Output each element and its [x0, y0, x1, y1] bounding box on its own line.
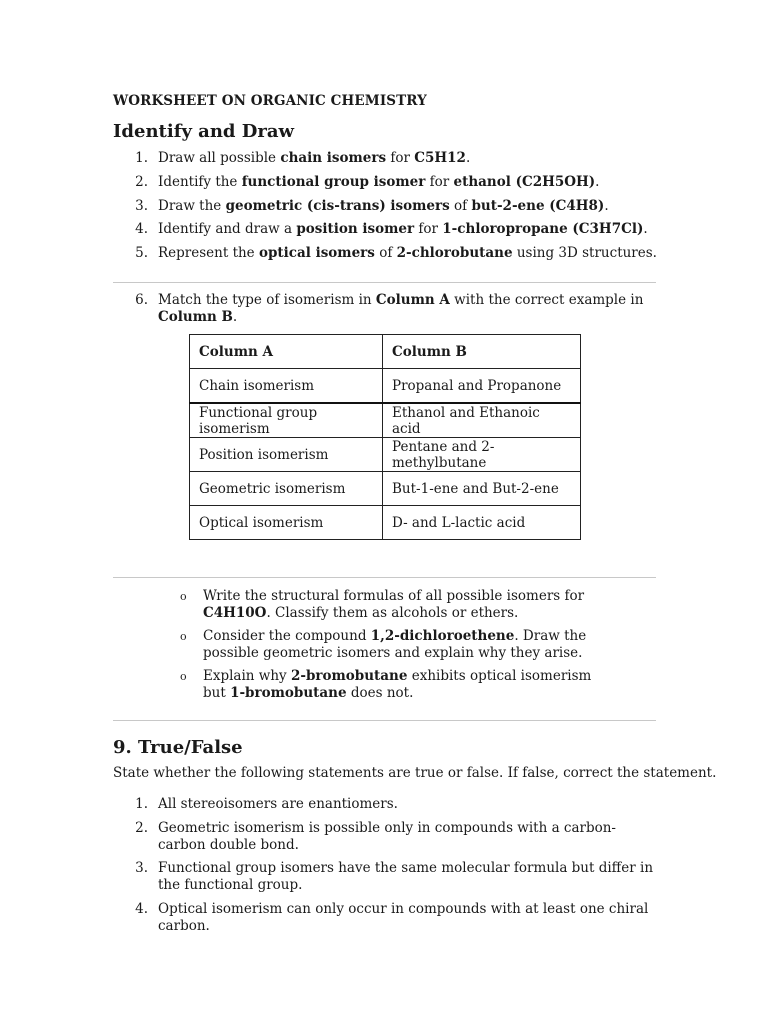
section-heading-identify-draw: Identify and Draw — [113, 121, 295, 142]
table-cell: Pentane and 2-methylbutane — [383, 438, 581, 472]
bold-term: Column A — [375, 292, 450, 308]
list-text: Identify and draw a position isomer for 1-chloropropane (C3H7Cl). — [158, 221, 648, 237]
table-row — [190, 369, 581, 404]
divider — [113, 577, 656, 578]
section-instruction: State whether the following statements are true or false. If false, correct the statement. — [113, 765, 717, 781]
table-cell: Position isomerism — [190, 438, 383, 472]
table-cell: Propanal and Propanone — [383, 369, 581, 404]
bullet-marker: o — [180, 630, 187, 643]
bold-term: 1-bromobutane — [230, 685, 347, 701]
table-cell: D- and L-lactic acid — [383, 506, 581, 540]
list-text: Draw all possible chain isomers for C5H12. — [158, 150, 471, 166]
divider — [113, 282, 656, 283]
table-cell: Optical isomerism — [190, 506, 383, 540]
table-cell: But-1-ene and But-2-ene — [383, 472, 581, 506]
table-header-cell — [383, 335, 581, 369]
table-row — [190, 403, 581, 438]
list-text: Optical isomerism can only occur in compounds with at least one chiral carbon. — [158, 901, 649, 934]
table-cell: Chain isomerism — [190, 369, 383, 404]
bullet-marker: o — [180, 670, 187, 683]
divider — [113, 720, 656, 721]
column-a-header: Column A — [199, 343, 273, 360]
bold-term: geometric (cis-trans) isomers — [225, 198, 450, 214]
table-cell: Geometric isomerism — [190, 472, 383, 506]
bold-term: chain isomers — [280, 150, 387, 166]
bullet-text: Write the structural formulas of all possible isomers for C4H10O. Classify them as alcohols or ethers. — [203, 588, 585, 621]
column-b-header: Column B — [392, 343, 467, 360]
list-number: 2. — [135, 174, 148, 190]
table-header-cell — [190, 335, 383, 369]
list-number: 1. — [135, 150, 148, 166]
bold-term: 1-chloropropane (C3H7Cl) — [442, 221, 644, 237]
bold-term: Column B — [158, 309, 233, 325]
table-row — [190, 472, 581, 506]
list-number: 2. — [135, 820, 148, 836]
list-number: 3. — [135, 860, 148, 876]
list-text: Identify the functional group isomer for ethanol (C2H5OH). — [158, 174, 600, 190]
worksheet-title: WORKSHEET ON ORGANIC CHEMISTRY — [113, 93, 427, 109]
bold-term: C4H10O — [203, 605, 267, 621]
list-number: 1. — [135, 796, 148, 812]
list-number: 4. — [135, 901, 148, 917]
bullet-marker: o — [180, 590, 187, 603]
section-heading-true-false: 9. True/False — [113, 737, 243, 758]
bold-term: 1,2-dichloroethene — [370, 628, 515, 644]
bullet-text: Consider the compound 1,2-dichloroethene. Draw the possible geometric isomers and explain why they arise. — [203, 628, 587, 661]
bold-term: position isomer — [296, 221, 415, 237]
list-text: Draw the geometric (cis-trans) isomers of but-2-ene (C4H8). — [158, 198, 609, 214]
table-row — [190, 506, 581, 540]
table-header-row — [190, 335, 581, 369]
list-number: 3. — [135, 198, 148, 214]
list-number: 4. — [135, 221, 148, 237]
list-text: Represent the optical isomers of 2-chlorobutane using 3D structures. — [158, 245, 657, 261]
bold-term: functional group isomer — [241, 174, 426, 190]
bold-term: C5H12 — [414, 150, 466, 166]
matching-table — [189, 334, 581, 540]
list-text: Geometric isomerism is possible only in compounds with a carbon-carbon double bond. — [158, 820, 616, 853]
bold-term: ethanol (C2H5OH) — [453, 174, 596, 190]
list-text: Functional group isomers have the same molecular formula but differ in the functional group. — [158, 860, 654, 893]
table-row — [190, 438, 581, 472]
bold-term: 2-chlorobutane — [396, 245, 513, 261]
bold-term: but-2-ene (C4H8) — [471, 198, 605, 214]
list-number: 6. — [135, 292, 148, 308]
bold-term: optical isomers — [258, 245, 375, 261]
list-number: 5. — [135, 245, 148, 261]
bullet-text: Explain why 2-bromobutane exhibits optical isomerism but 1-bromobutane does not. — [203, 668, 592, 701]
bold-term: 2-bromobutane — [290, 668, 408, 684]
table-cell: Functional group isomerism — [190, 403, 383, 438]
list-text: All stereoisomers are enantiomers. — [158, 796, 398, 812]
table-cell: Ethanol and Ethanoic acid — [383, 403, 581, 438]
list-text: Match the type of isomerism in Column A with the correct example in Column B. — [158, 292, 644, 325]
